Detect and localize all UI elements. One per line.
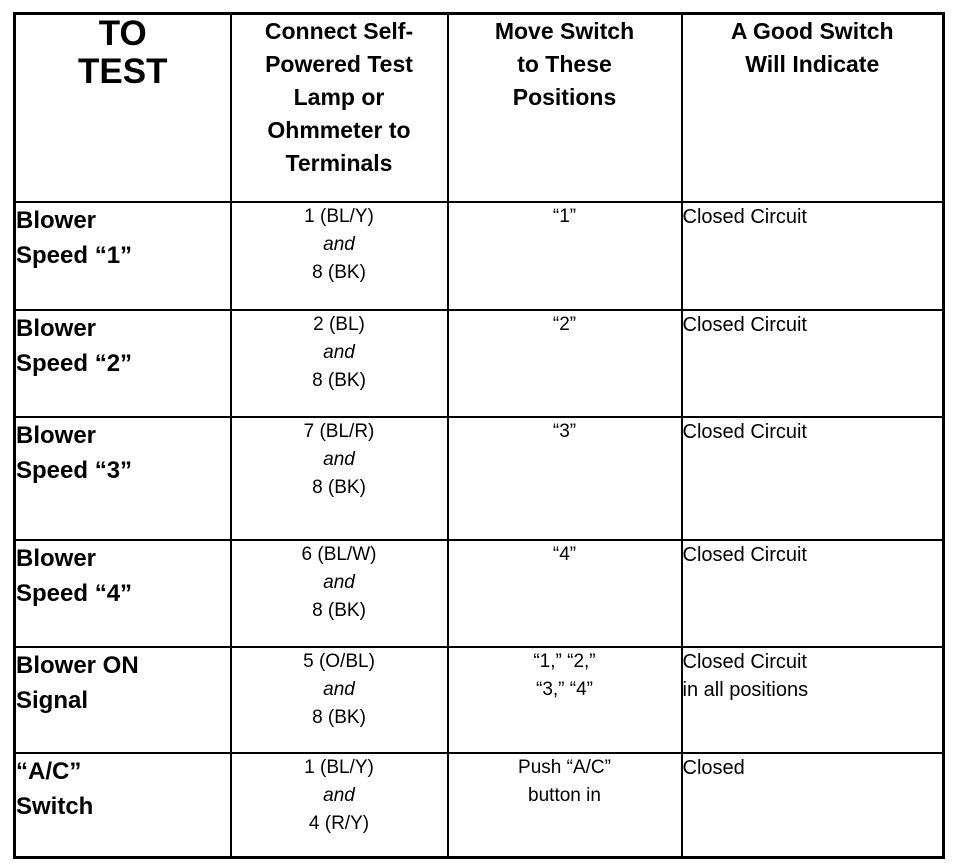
indicate-cell: Closed Circuit xyxy=(682,310,944,417)
table-row xyxy=(15,540,944,647)
header-indicate: A Good Switch Will Indicate xyxy=(682,14,944,202)
indicate-cell: Closed Circuit xyxy=(682,417,944,540)
switch-test-table xyxy=(13,12,945,859)
indicate-cell: Closed Circuit in all positions xyxy=(682,647,944,753)
positions-cell: “3” xyxy=(448,417,682,540)
positions-cell: “1” xyxy=(448,202,682,310)
table-row xyxy=(15,310,944,417)
indicate-cell: Closed Circuit xyxy=(682,202,944,310)
test-name-cell: Blower ON Signal xyxy=(15,647,231,753)
test-name-cell: Blower Speed “3” xyxy=(15,417,231,540)
indicate-cell: Closed xyxy=(682,753,944,858)
table-row xyxy=(15,753,944,858)
terminals-cell: 7 (BL/R) and 8 (BK) xyxy=(231,417,448,540)
header-terminals: Connect Self- Powered Test Lamp or Ohmmeter to Terminals xyxy=(231,14,448,202)
positions-cell: “1,” “2,” “3,” “4” xyxy=(448,647,682,753)
test-name-cell: Blower Speed “4” xyxy=(15,540,231,647)
terminals-cell: 5 (O/BL) and 8 (BK) xyxy=(231,647,448,753)
terminals-cell: 1 (BL/Y) and 8 (BK) xyxy=(231,202,448,310)
table-row xyxy=(15,417,944,540)
positions-cell: Push “A/C” button in xyxy=(448,753,682,858)
header-to-test: TO TEST xyxy=(15,14,231,202)
positions-cell: “2” xyxy=(448,310,682,417)
test-name-cell: “A/C” Switch xyxy=(15,753,231,858)
header-row xyxy=(15,14,944,202)
test-name-cell: Blower Speed “1” xyxy=(15,202,231,310)
indicate-cell: Closed Circuit xyxy=(682,540,944,647)
table-row xyxy=(15,202,944,310)
terminals-cell: 6 (BL/W) and 8 (BK) xyxy=(231,540,448,647)
test-name-cell: Blower Speed “2” xyxy=(15,310,231,417)
terminals-cell: 2 (BL) and 8 (BK) xyxy=(231,310,448,417)
positions-cell: “4” xyxy=(448,540,682,647)
header-positions: Move Switch to These Positions xyxy=(448,14,682,202)
terminals-cell: 1 (BL/Y) and 4 (R/Y) xyxy=(231,753,448,858)
table-row xyxy=(15,647,944,753)
